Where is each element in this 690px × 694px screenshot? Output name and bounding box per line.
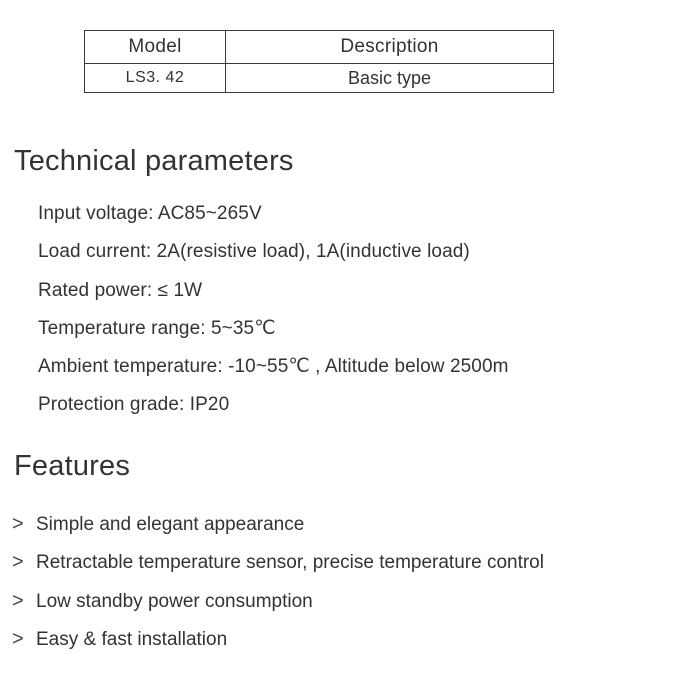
description-header-cell: Description — [226, 31, 554, 64]
list-item — [12, 514, 544, 534]
parameter-temperature-range: Temperature range: 5~35℃ — [38, 317, 276, 339]
table-row — [85, 64, 554, 93]
parameter-input-voltage: Input voltage: AC85~265V — [38, 203, 262, 224]
parameter-protection-grade: Protection grade: IP20 — [38, 394, 230, 416]
feature-text: Easy & fast installation — [36, 628, 228, 650]
list-item — [12, 629, 544, 649]
model-cell: LS3. 42 — [85, 64, 226, 93]
feature-text: Simple and elegant appearance — [36, 514, 305, 535]
parameter-ambient-temperature: Ambient temperature: -10~55℃ , Altitude below 2500m — [38, 356, 509, 378]
description-cell: Basic type — [226, 64, 554, 93]
model-table-header-row — [85, 31, 554, 64]
model-header-cell: Model — [85, 31, 226, 64]
feature-text: Low standby power consumption — [36, 590, 313, 612]
parameter-load-current: Load current: 2A(resistive load), 1A(inductive load) — [38, 241, 470, 263]
features-heading: Features — [14, 450, 131, 482]
bullet-icon: > — [12, 589, 24, 612]
technical-parameters-heading: Technical parameters — [14, 145, 294, 177]
parameter-rated-power: Rated power: ≤ 1W — [38, 279, 203, 301]
bullet-icon: > — [12, 627, 24, 650]
model-table — [84, 30, 554, 93]
bullet-icon: > — [12, 551, 24, 574]
bullet-icon: > — [12, 513, 24, 535]
list-item — [12, 552, 544, 572]
features-list — [12, 514, 544, 667]
list-item — [12, 591, 544, 611]
feature-text: Retractable temperature sensor, precise temperature control — [36, 552, 544, 574]
technical-parameters-list — [38, 204, 509, 434]
